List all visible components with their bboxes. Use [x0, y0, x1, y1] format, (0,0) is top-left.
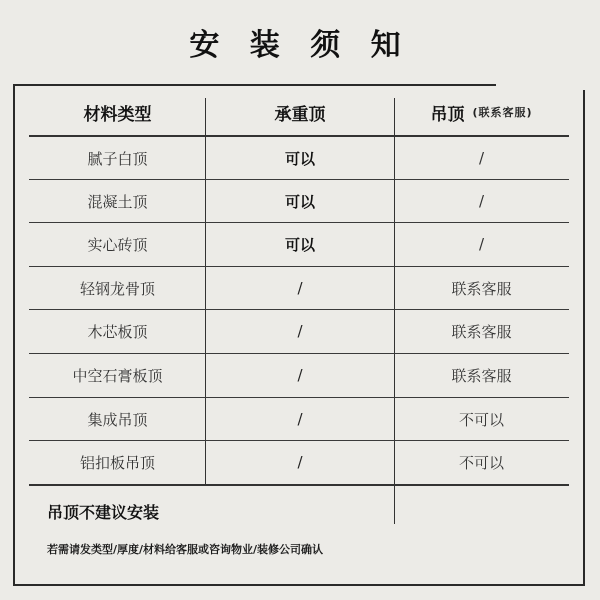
suspended-cell: 联系客服 [451, 322, 512, 341]
material-cell: 腻子白顶 [87, 149, 148, 168]
load-bearing-cell: 可以 [284, 235, 315, 254]
page-title: 安 装 须 知 [189, 28, 411, 63]
material-cell: 轻钢龙骨顶 [79, 279, 155, 298]
suspended-warning: 吊顶不建议安装 [47, 503, 160, 522]
material-cell: 木芯板顶 [87, 322, 148, 341]
load-bearing-cell: / [297, 366, 303, 384]
footnote: 若需请发类型/厚度/材料给客服或咨询物业/装修公司确认 [47, 543, 324, 556]
suspended-cell: 联系客服 [451, 366, 512, 385]
column-header-suspended-label: 吊顶 [430, 104, 465, 125]
material-cell: 集成吊顶 [87, 410, 148, 429]
material-cell: 实心砖顶 [87, 235, 148, 254]
column-header-material: 材料类型 [83, 104, 152, 125]
suspended-cell: / [478, 149, 485, 167]
material-cell: 中空石膏板顶 [72, 366, 163, 385]
suspended-cell: 不可以 [458, 453, 504, 472]
material-cell: 混凝土顶 [87, 192, 148, 211]
load-bearing-cell: / [297, 322, 303, 340]
frame-gap [496, 82, 586, 90]
load-bearing-cell: 可以 [284, 149, 315, 168]
column-divider-2-footer [394, 486, 395, 524]
suspended-cell: 联系客服 [451, 279, 512, 298]
table-bottom-rule [29, 484, 569, 486]
load-bearing-cell: 可以 [284, 192, 315, 211]
suspended-cell: 不可以 [458, 410, 504, 429]
column-header-load-bearing: 承重顶 [274, 104, 326, 125]
column-header-suspended [394, 90, 569, 134]
suspended-cell: / [478, 192, 485, 210]
material-cell: 铝扣板吊顶 [79, 453, 155, 472]
load-bearing-cell: / [297, 279, 303, 297]
load-bearing-cell: / [297, 453, 303, 471]
load-bearing-cell: / [297, 410, 303, 428]
suspended-cell: / [478, 235, 485, 253]
column-header-suspended-note: (联系客服) [472, 106, 533, 119]
